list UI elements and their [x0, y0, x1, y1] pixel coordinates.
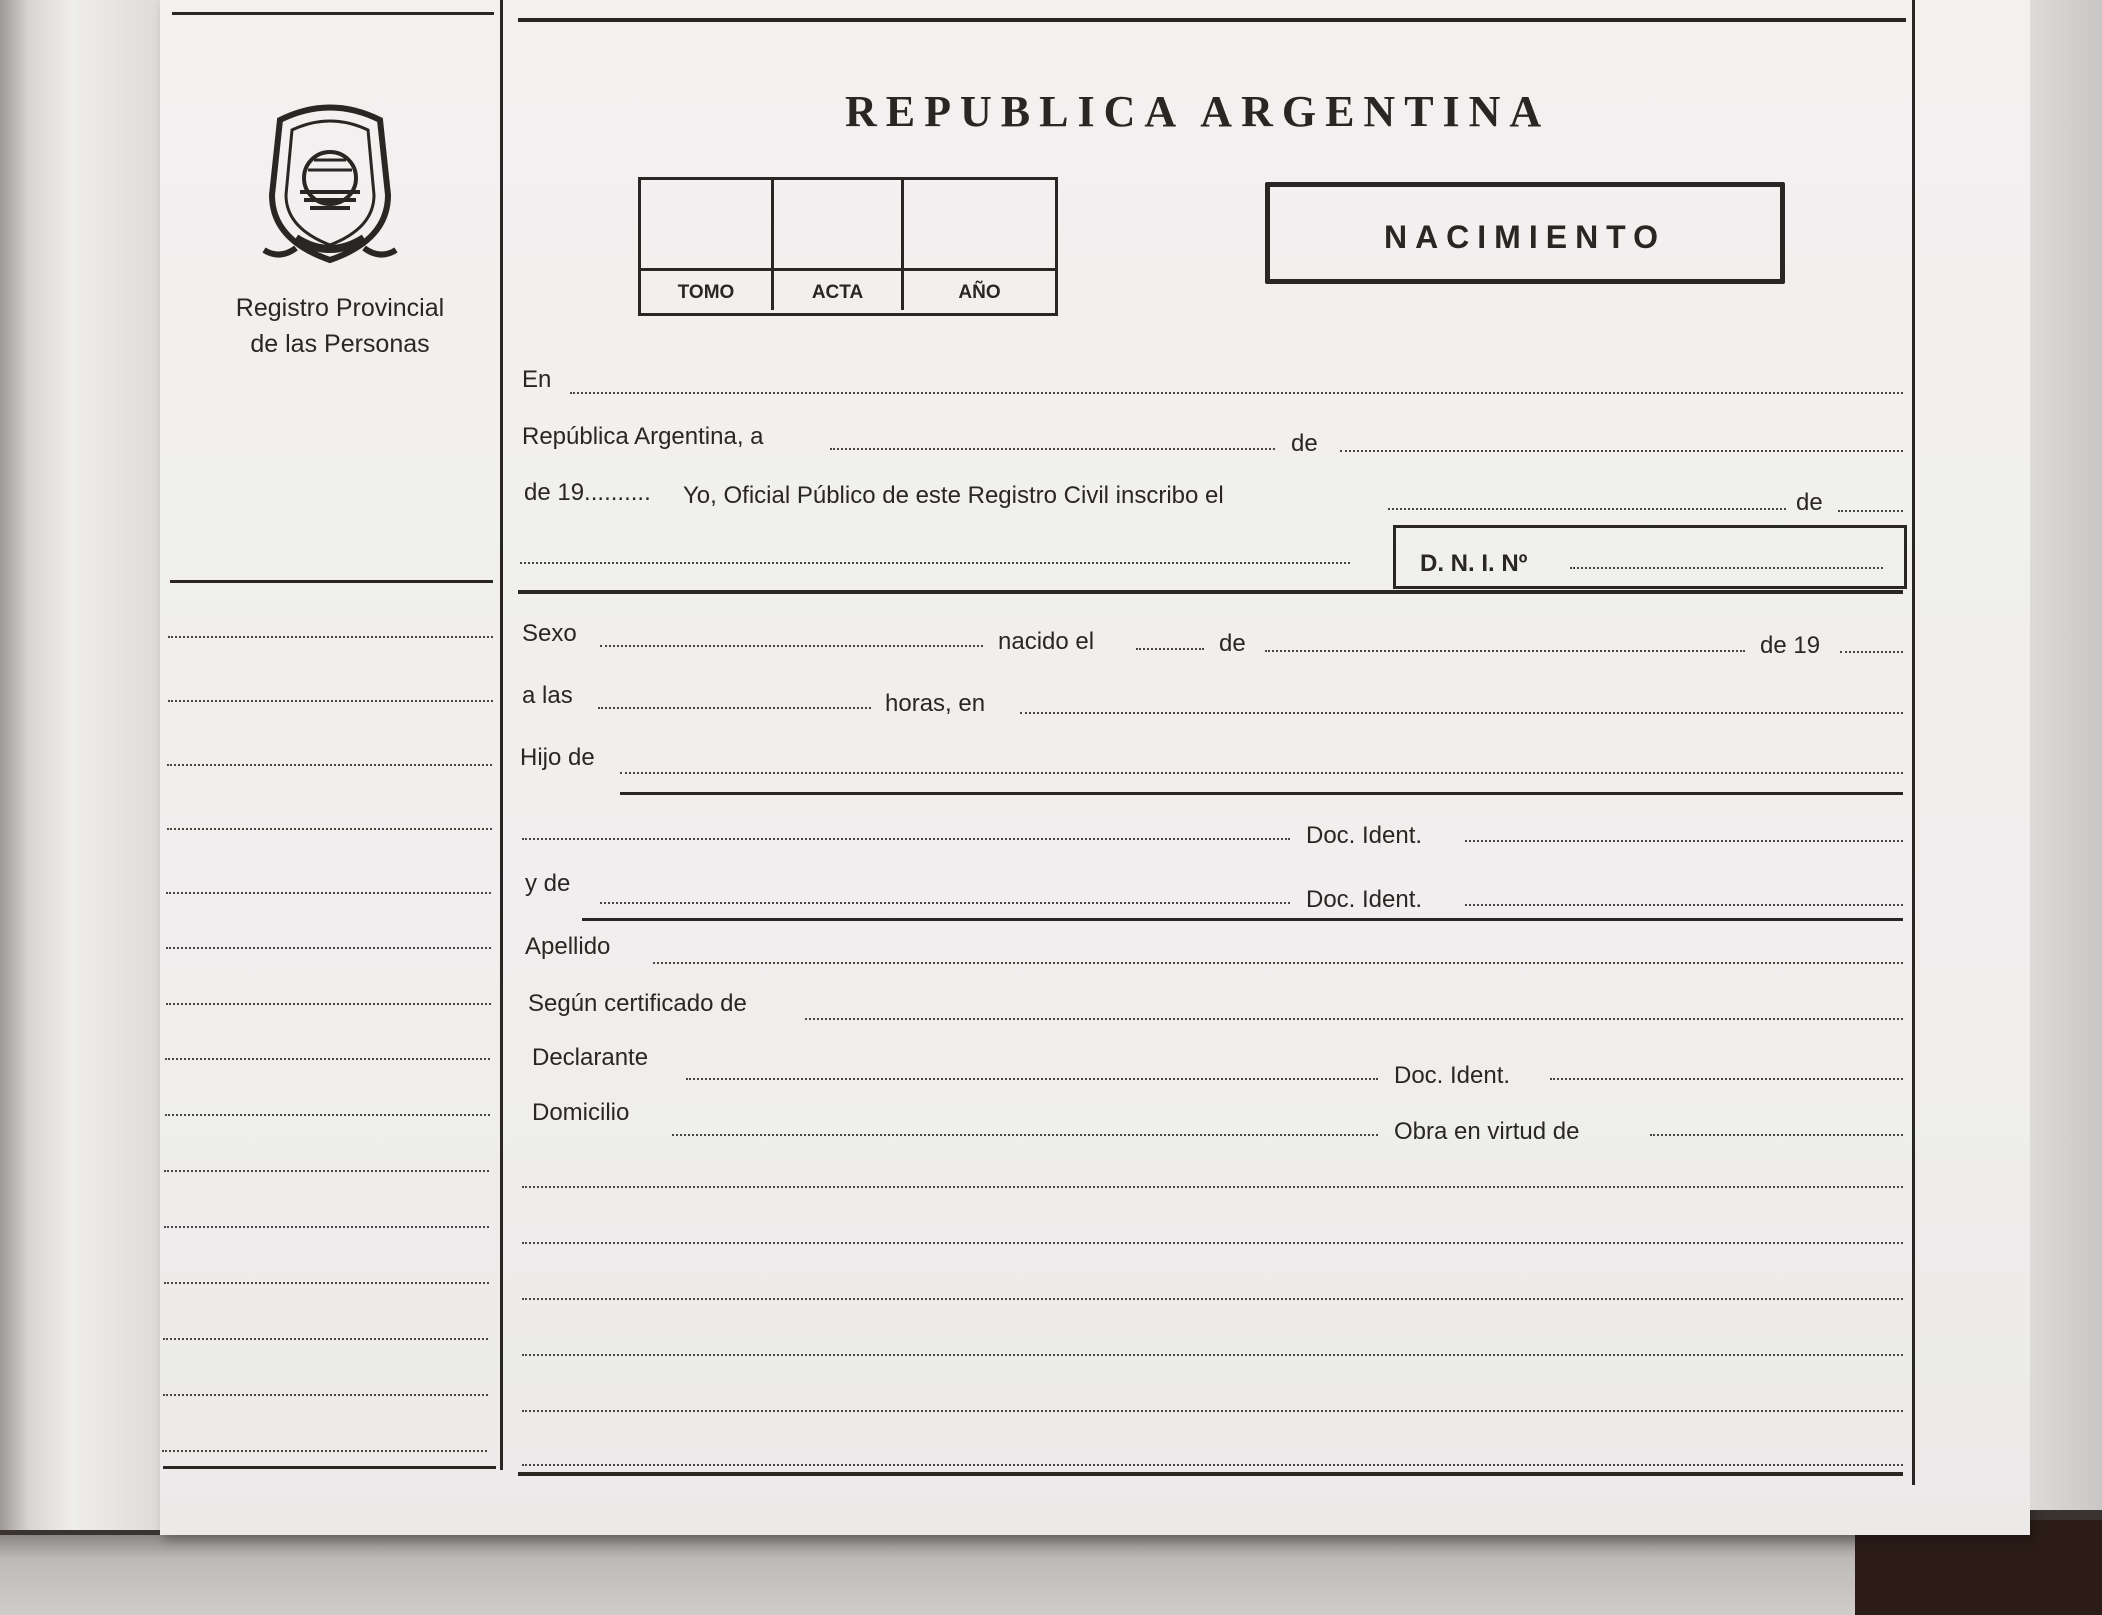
act-type-label: NACIMIENTO [1383, 219, 1667, 255]
yde-rule [582, 918, 1903, 921]
table-surface [0, 1535, 1855, 1615]
label-republica: República Argentina, a [522, 423, 764, 450]
notes-line[interactable] [522, 1186, 1903, 1188]
margin-line[interactable] [165, 1058, 490, 1060]
field-birth-year[interactable] [1840, 651, 1903, 653]
field-name-line[interactable] [520, 562, 1350, 564]
label-horas: horas, en [885, 690, 986, 717]
margin-line[interactable] [166, 947, 491, 949]
registry-name-line2: de las Personas [250, 330, 430, 358]
margin-line[interactable] [163, 1338, 488, 1340]
field-birth-day[interactable] [1136, 648, 1204, 650]
acta-label: ACTA [811, 282, 864, 303]
label-doc-ident-2: Doc. Ident. [1306, 886, 1423, 913]
label-hijo: Hijo de [520, 744, 595, 771]
notes-line[interactable] [522, 1464, 1903, 1466]
label-sexo: Sexo [522, 620, 577, 647]
label-apellido: Apellido [525, 933, 611, 960]
field-birth-month[interactable] [1265, 650, 1745, 652]
section-rule-1 [518, 590, 1903, 594]
label-obra: Obra en virtud de [1394, 1118, 1580, 1145]
label-de19-birth: de 19 [1760, 632, 1821, 659]
margin-line[interactable] [168, 700, 493, 702]
notes-line[interactable] [522, 1410, 1903, 1412]
field-sexo[interactable] [600, 645, 983, 647]
field-place[interactable] [1020, 712, 1903, 714]
field-certificado[interactable] [805, 1018, 1903, 1020]
margin-line[interactable] [162, 1450, 487, 1452]
label-dni: D. N. I. Nº [1420, 550, 1528, 577]
margin-line[interactable] [164, 1282, 489, 1284]
table-label-line [641, 268, 1055, 271]
margin-line[interactable] [163, 1394, 488, 1396]
bottom-rule [518, 1472, 1903, 1476]
field-doc-ident-3[interactable] [1550, 1078, 1903, 1080]
label-yde: y de [525, 870, 571, 897]
field-doc-ident-1[interactable] [1465, 840, 1903, 842]
left-bottom-rule [163, 1466, 496, 1469]
field-hours[interactable] [598, 707, 871, 709]
label-doc-ident-3: Doc. Ident. [1394, 1062, 1511, 1089]
book-binding [0, 0, 160, 1530]
field-inscribo-month[interactable] [1838, 510, 1903, 512]
label-de-inscribo: de [1796, 489, 1823, 516]
label-domicilio: Domicilio [532, 1099, 630, 1126]
next-page-edge [2030, 0, 2102, 1510]
notes-line[interactable] [522, 1298, 1903, 1300]
label-yo-oficial: Yo, Oficial Público de este Registro Civil inscribo el [683, 482, 1224, 509]
act-type-box [1265, 182, 1785, 284]
tomo-label: TOMO [677, 282, 735, 303]
notes-line[interactable] [522, 1242, 1903, 1244]
right-top-rule [518, 18, 1906, 22]
label-segun: Según certificado de [528, 990, 747, 1017]
right-frame-line [1912, 0, 1915, 1485]
field-parent1-name[interactable] [522, 838, 1290, 840]
hijo-rule [620, 792, 1903, 795]
field-hijo[interactable] [620, 772, 1903, 774]
margin-line[interactable] [164, 1170, 489, 1172]
label-doc-ident-1: Doc. Ident. [1306, 822, 1423, 849]
margin-line[interactable] [166, 892, 491, 894]
field-dni[interactable] [1570, 567, 1883, 569]
field-en[interactable] [570, 392, 1903, 394]
provincial-seal-icon [260, 100, 400, 265]
field-day[interactable] [830, 448, 1275, 450]
field-inscribo[interactable] [1388, 508, 1786, 510]
margin-line[interactable] [165, 1114, 490, 1116]
tomo-acta-ano-table [638, 177, 1058, 316]
ano-label: AÑO [958, 282, 1001, 303]
field-month[interactable] [1340, 450, 1903, 452]
margin-line[interactable] [166, 1003, 491, 1005]
label-alas: a las [522, 682, 573, 709]
left-top-rule [172, 12, 494, 15]
column-divider [500, 0, 503, 1470]
label-de-month: de [1291, 430, 1318, 457]
label-nacido: nacido el [998, 628, 1095, 655]
margin-line[interactable] [167, 764, 492, 766]
field-parent2-name[interactable] [600, 902, 1290, 904]
field-apellido[interactable] [653, 962, 1903, 964]
registry-name-line1: Registro Provincial [235, 294, 445, 322]
field-declarante[interactable] [686, 1078, 1378, 1080]
field-domicilio[interactable] [672, 1134, 1378, 1136]
label-declarante: Declarante [532, 1044, 649, 1071]
label-de-birth: de [1219, 630, 1246, 657]
label-en: En [522, 366, 552, 393]
page-title: REPUBLICA ARGENTINA [845, 87, 1551, 136]
notes-line[interactable] [522, 1354, 1903, 1356]
field-doc-ident-2[interactable] [1465, 904, 1903, 906]
field-obra[interactable] [1650, 1134, 1903, 1136]
margin-line[interactable] [168, 636, 493, 638]
label-year: de 19.......... [524, 479, 651, 506]
margin-line[interactable] [167, 828, 492, 830]
left-margin-rule [170, 580, 493, 583]
margin-line[interactable] [164, 1226, 489, 1228]
